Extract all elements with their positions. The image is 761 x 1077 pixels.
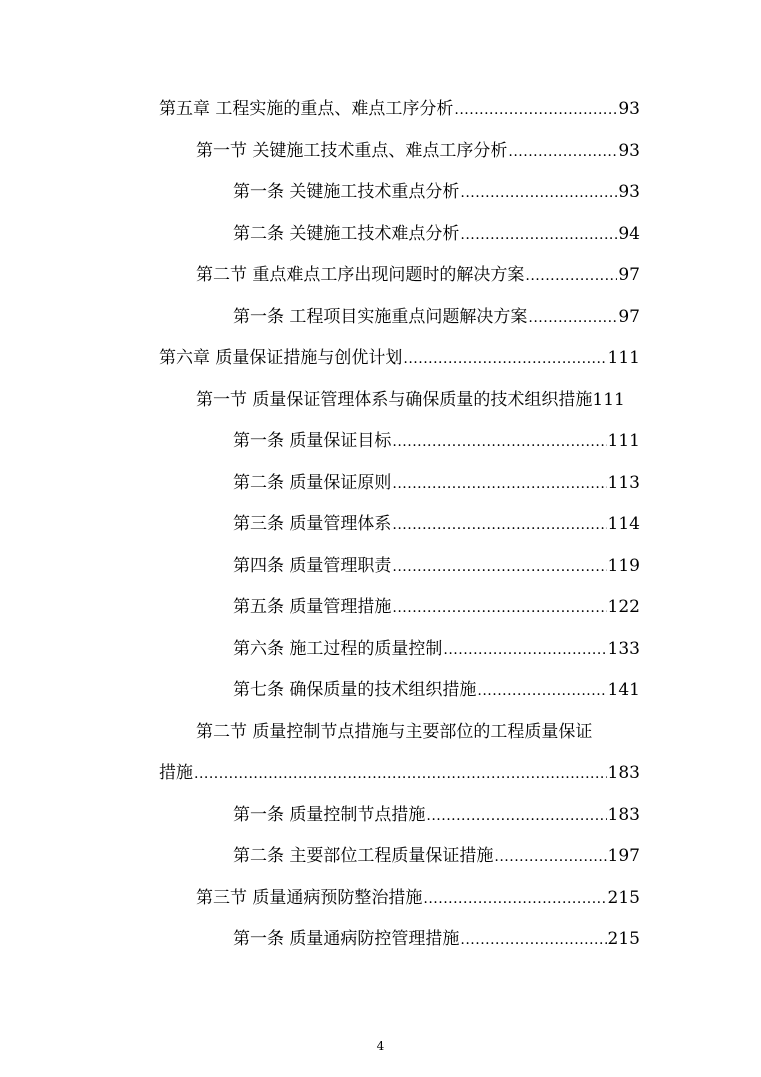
dot-leader: [528, 307, 617, 329]
toc-entry-title: 第二条 关键施工技术难点分析: [233, 224, 460, 244]
dot-leader: [426, 805, 606, 827]
toc-entry-page: 111: [592, 390, 625, 410]
toc-entry-title: 第六条 施工过程的质量控制: [233, 639, 443, 659]
dot-leader: [392, 431, 606, 453]
toc-entry-page: 97: [618, 307, 640, 327]
toc-entry[interactable]: [233, 928, 640, 951]
toc-entry-title: 第一条 工程项目实施重点问题解决方案: [233, 307, 528, 327]
dot-leader: [392, 473, 606, 495]
toc-entry-page: 114: [607, 514, 640, 534]
dot-leader: [460, 182, 617, 204]
toc-entry[interactable]: [233, 679, 640, 702]
dot-leader: [423, 888, 606, 910]
dot-leader: [392, 597, 606, 619]
toc-entry-page: 97: [618, 265, 640, 285]
toc-entry-page: 141: [607, 680, 640, 700]
dot-leader: [403, 348, 606, 370]
toc-entry-page: 183: [607, 805, 640, 825]
toc-entry[interactable]: [233, 223, 640, 246]
toc-entry-title: 第七条 确保质量的技术组织措施: [233, 680, 477, 700]
toc-entry-continuation[interactable]: [159, 762, 640, 785]
toc-entry[interactable]: [196, 721, 640, 743]
toc-entry-title-continued: 措施: [159, 763, 193, 783]
toc-entry-title: 第一条 关键施工技术重点分析: [233, 182, 460, 202]
page-number: 4: [376, 1039, 385, 1053]
toc-entry[interactable]: [233, 513, 640, 536]
toc-entry-title: 第三条 质量管理体系: [233, 514, 392, 534]
dot-leader: [525, 265, 617, 287]
dot-leader: [477, 680, 606, 702]
dot-leader: [454, 99, 617, 121]
toc-entry-page: 183: [607, 763, 640, 783]
toc-entry-page: 111: [607, 348, 640, 368]
toc-entry-title: 第一条 质量保证目标: [233, 431, 392, 451]
toc-entry[interactable]: [196, 389, 656, 411]
toc-entry[interactable]: [233, 472, 640, 495]
toc-entry-title: 第二节 重点难点工序出现问题时的解决方案: [196, 265, 525, 285]
toc-entry[interactable]: [233, 845, 640, 868]
toc-entry-page: 197: [607, 846, 640, 866]
toc-entry[interactable]: [233, 804, 640, 827]
toc-entry[interactable]: [159, 347, 640, 370]
toc-entry-page: 93: [618, 182, 640, 202]
toc-entry-page: 93: [618, 141, 640, 161]
toc-entry-title: 第四条 质量管理职责: [233, 556, 392, 576]
dot-leader: [194, 763, 607, 785]
toc-entry-title: 第五条 质量管理措施: [233, 597, 392, 617]
toc-entry-title: 第三节 质量通病预防整治措施: [196, 888, 423, 908]
toc-entry[interactable]: [233, 181, 640, 204]
toc-entry-page: 94: [618, 224, 640, 244]
toc-entry-page: 93: [618, 99, 640, 119]
toc-entry-page: 113: [607, 473, 640, 493]
dot-leader: [443, 639, 606, 661]
toc-entry-title: 第二节 质量控制节点措施与主要部位的工程质量保证: [196, 722, 593, 742]
dot-leader: [460, 224, 617, 246]
toc-entry-page: 215: [607, 888, 640, 908]
toc-entry[interactable]: [196, 887, 640, 910]
toc-entry[interactable]: [196, 140, 640, 163]
toc-entry-title: 第二条 主要部位工程质量保证措施: [233, 846, 494, 866]
toc-entry-title: 第一条 质量通病防控管理措施: [233, 929, 460, 949]
toc-entry-page: 119: [607, 556, 640, 576]
dot-leader: [494, 846, 606, 868]
toc-entry[interactable]: [233, 596, 640, 619]
toc-entry[interactable]: [233, 306, 640, 329]
toc-entry-title: 第五章 工程实施的重点、难点工序分析: [159, 99, 454, 119]
toc-entry-page: 133: [607, 639, 640, 659]
toc-entry-page: 111: [607, 431, 640, 451]
toc-entry-page: 122: [607, 597, 640, 617]
toc-entry[interactable]: [159, 98, 640, 121]
dot-leader: [508, 141, 617, 163]
toc-entry[interactable]: [233, 430, 640, 453]
toc-entry-title: 第二条 质量保证原则: [233, 473, 392, 493]
dot-leader: [392, 556, 606, 578]
toc-entry[interactable]: [233, 638, 640, 661]
toc-entry[interactable]: [196, 264, 640, 287]
toc-entry-page: 215: [607, 929, 640, 949]
toc-entry[interactable]: [233, 555, 640, 578]
toc-entry-title: 第一节 关键施工技术重点、难点工序分析: [196, 141, 508, 161]
dot-leader: [392, 514, 606, 536]
toc-entry-title: 第六章 质量保证措施与创优计划: [159, 348, 403, 368]
dot-leader: [460, 929, 606, 951]
toc-entry-title: 第一条 质量控制节点措施: [233, 805, 426, 825]
toc-entry-title: 第一节 质量保证管理体系与确保质量的技术组织措施: [196, 390, 593, 410]
